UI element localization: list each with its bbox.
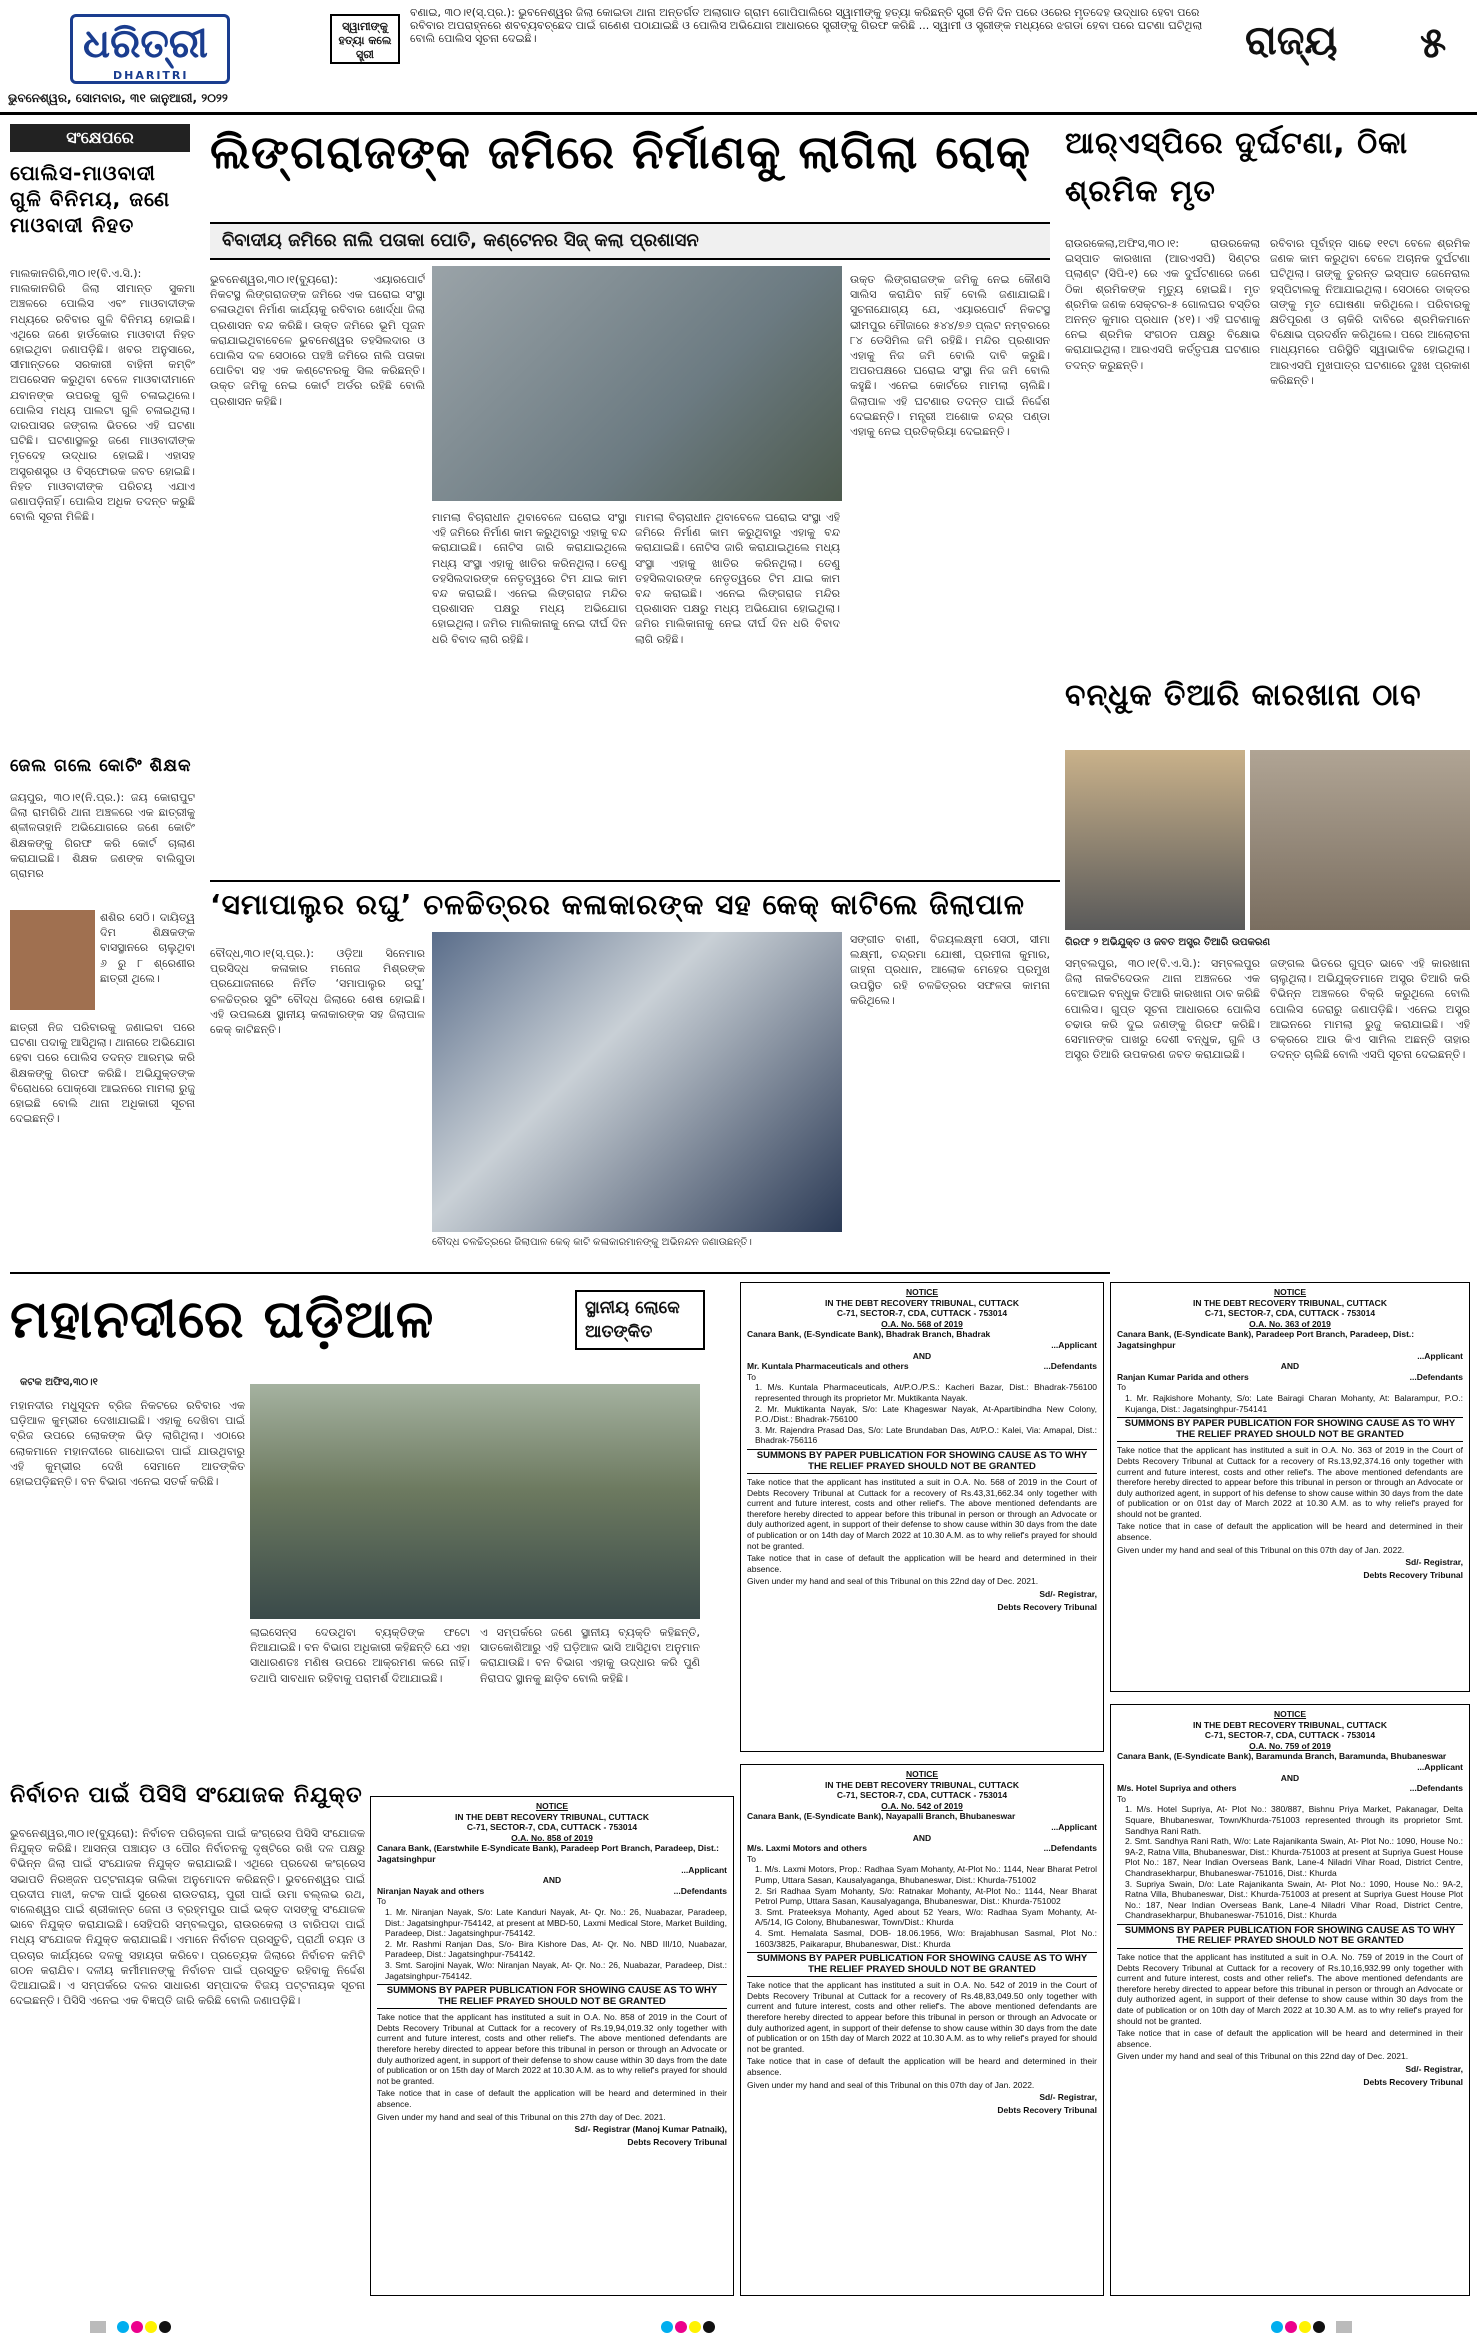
notice-defendants: M/s. Hotel Supriya and others bbox=[1117, 1783, 1237, 1794]
pcc-body: ଭୁବନେଶ୍ୱର,୩୦।୧(ବ୍ୟୁରୋ): ନିର୍ବାଚନ ପରିଚାଳନା ପାଇଁ କଂଗ୍ରେସ ପିସିସି ସଂଯୋଜକ ନିଯୁକ୍ତ କରିଛି। ଆସନ୍ତା ପଞ୍ଚାୟତ ଓ ପୌର ନିର୍ବାଚନକୁ ଦୃଷ୍ଟିରେ ରଖି ଦଳ ପକ୍ଷରୁ ବିଭିନ୍ନ ଜିଲା ପାଇଁ ସଂଯୋଜକ ନିଯୁକ୍ତ କରାଯାଇଛି। ଏଥିରେ ପ୍ରଦେଶ କଂଗ୍ରେସ ସଭାପତି ନିରଞ୍ଜନ ପଟ୍ଟନାୟକ ତାଲିକା ଅନୁମୋଦନ କରିଛନ୍ତି। ଭୁବନେଶ୍ୱର ପାଇଁ ପ୍ରଦୀପ ମାଝୀ, କଟକ ପାଇଁ ସୁରେଶ ରାଉତରାୟ, ପୁରୀ ପାଇଁ ଉମା ବଲ୍ଲଭ ରଥ, ବାଲେଶ୍ୱର ପାଇଁ ଶ୍ରୀକାନ୍ତ ଜେନା ଓ ବ୍ରହ୍ମପୁର ପାଇଁ ଭକ୍ତ ଦାସଙ୍କୁ ସଂଯୋଜକ ଭାବେ ନିଯୁକ୍ତ କରାଯାଇଛି। ସେହିପରି ସମ୍ବଲପୁର, ରାଉରକେଲା ଓ ବାରିପଦା ପାଇଁ ମଧ୍ୟ ସଂଯୋଜକ ନିଯୁକ୍ତ କରାଯାଇଛି। ଏମାନେ ନିର୍ବାଚନ ପ୍ରସ୍ତୁତି, ପ୍ରାର୍ଥୀ ଚୟନ ଓ ପ୍ରଚାର କାର୍ଯ୍ୟରେ ଦଳକୁ ସହାୟତା କରିବେ। ପ୍ରତ୍ୟେକ ଜିଲାରେ ନିର୍ବାଚନ କମିଟି ଗଠନ କରାଯିବ। ଦଳୀୟ କର୍ମୀମାନଙ୍କୁ ନିର୍ବାଚନ ପାଇଁ ପ୍ରସ୍ତୁତ ରହିବାକୁ ନିର୍ଦ୍ଦେଶ ଦିଆଯାଇଛି। ଏ ସମ୍ପର୍କରେ ଦଳର ସାଧାରଣ ସମ୍ପାଦକ ବିଜୟ ପଟ୍ଟନାୟକ ସୂଚନା ଦେଇଛନ୍ତି। ପିସିସି ଏନେଇ ଏକ ବିଜ୍ଞପ୍ତି ଜାରି କରିଛି ବୋଲି ଜଣାପଡ଼ିଛି। bbox=[10, 1827, 365, 2008]
notice-address: C-71, SECTOR-7, CDA, CUTTACK - 753014 bbox=[1204, 1308, 1376, 1319]
notice-signature: Sd/- Registrar, bbox=[1405, 1557, 1463, 1568]
notice-signature: Sd/- Registrar (Manoj Kumar Patnaik), bbox=[574, 2124, 727, 2135]
brief-headline: ପୋଲିସ-ମାଓବାଦୀ ଗୁଳି ବିନିମୟ, ଜଣେ ମାଓବାଦୀ ନିହତ bbox=[10, 161, 171, 237]
drt-notice bbox=[1110, 1282, 1470, 1692]
gun-headline: ବନ୍ଧୁକ ତିଆରି କାରଖାନା ଠାବ bbox=[1065, 678, 1422, 713]
lead-col-1: ଭୁବନେଶ୍ୱର,୩୦।୧(ବ୍ୟୁରୋ): ଏୟାରପୋର୍ଟ ନିକଟସ୍ଥ ଲିଙ୍ଗରାଜଙ୍କ ଜମିରେ ଏକ ଘରୋଇ ସଂସ୍ଥା ଚଳାଉଥିବା ନିର୍ମାଣ କାର୍ଯ୍ୟକୁ ରବିବାର ଖୋର୍ଦ୍ଧା ଜିଲା ପ୍ରଶାସନ ବନ୍ଦ କରିଛି। ଉକ୍ତ ଜମିରେ ଭୂମି ପୂଜନ କରାଯାଇଥିବାବେଳେ ଭୁବନେଶ୍ୱର ତହସିଲଦାର ଓ ପୋଲିସ ଦଳ ସେଠାରେ ପହଞ୍ଚି ଜମିରେ ନାଲି ପତାକା ପୋତିବା ସହ ଏକ କଣ୍ଟେନରକୁ ସିଲ କରିଛନ୍ତି। ଉକ୍ତ ଜମିକୁ ନେଇ କୋର୍ଟ ଅର୍ଡର ରହିଛି ବୋଲି ପ୍ରଶାସନ କହିଛି। bbox=[210, 273, 425, 408]
notice-party: 3. Smt. Sarojini Nayak, W/o: Niranjan Nayak, At- Qr. No.: 26, Nuabazar, Paradeep, Dist.: Jagatsinghpur-754142. bbox=[385, 1959, 727, 1981]
notice-applicant: Canara Bank, (E-Syndicate Bank), Paradeep Port Branch, Paradeep, Dist.: Jagatsinghpur bbox=[1117, 1329, 1415, 1350]
notice-defendants-tag: ...Defendants bbox=[1043, 1843, 1097, 1854]
notice-body: Take notice that the applicant has instituted a suit in O.A. No. 858 of 2019 in the Court of Debts Recovery Tribunal at Cuttack for a recovery of Rs.19,94,019.32 only together with current and future interest, costs and other relief's. The above mentioned defendants are therefore hereby directed to appear before this tribunal in person or through an Advocate or duly authorized agent, in support of their defense to show cause within 30 days from the date of publication or on 15th day of March 2022 at 10.30 A.M. as to why relief's prayed for should not be granted. bbox=[377, 2012, 727, 2086]
registration-marks-center bbox=[660, 2318, 820, 2334]
cake-col-3: ସଙ୍ଗୀତ ବାଣୀ, ବିଜୟଲକ୍ଷ୍ମୀ ସେଠୀ, ସୀମା ଲକ୍ଷ୍ମୀ, ଚନ୍ଦ୍ରମା ଯୋଷୀ, ପ୍ରମୀଳା କୁମାର, ଜାହ୍ନା ପ୍ରଧାନ, ଆଲୋକ ମେହେର ପ୍ରମୁଖ ଉପସ୍ଥିତ ରହି ଚଳଚ୍ଚିତ୍ରର ସଫଳତା କାମନା କରିଥିଲେ। bbox=[850, 933, 1050, 1007]
notice-summons-banner: SUMMONS BY PAPER PUBLICATION FOR SHOWING CAUSE AS TO WHY THE RELIEF PRAYED SHOULD NOT BE GRANTED bbox=[377, 1984, 727, 2009]
notice-default: Take notice that in case of default the application will be heard and determined in their absence. bbox=[377, 2088, 727, 2110]
notice-defendants: Mr. Kuntala Pharmaceuticals and others bbox=[747, 1361, 909, 1372]
registration-marks-left bbox=[90, 2318, 250, 2334]
notice-party: 3. Smt. Prateeksya Mohanty, Aged about 52 Years, W/o: Radhaa Syam Mohanty, At- A/5/14, IG Colony, Bhubaneswar, Town/Dist.: Khurda bbox=[755, 1906, 1097, 1928]
notice-title: NOTICE bbox=[1273, 1287, 1307, 1297]
notice-address: C-71, SECTOR-7, CDA, CUTTACK - 753014 bbox=[1204, 1730, 1376, 1741]
notice-and: AND bbox=[1280, 1772, 1300, 1783]
notice-tribunal: IN THE DEBT RECOVERY TRIBUNAL, CUTTACK bbox=[1193, 1719, 1387, 1730]
brief-body-2b: ଶଶିର ସେଠି। ଦାୟିତ୍ୱ ଦିମ ଶିକ୍ଷକଙ୍କ ବାସସ୍ଥାନରେ ଚାଲୁଥିବା ୬ ରୁ ୮ ଶ୍ରେଣୀର ଛାତ୍ରୀ ଥିଲେ। bbox=[100, 911, 195, 985]
notice-party: 3. Supriya Swain, D/o: Late Rajanikanta Swain, At- Plot No.: 1090, House No.: 9A-2, Ratna Villa, Bhubaneswar, Dist.: Khurda-751003 at present at Supriya Guest House Plot No.: 187, Near Indian Overseas Bank, Lane-4 Niladri Vihar Road, District Centre, Chandrasekharpur, Bhubaneswar-751016, Dist.: Khurda bbox=[1125, 1878, 1463, 1921]
gun-photo-accused bbox=[1065, 750, 1245, 930]
notice-applicant-tag: ...Applicant bbox=[1417, 1350, 1463, 1361]
brief-body: ମାଲକାନଗିରି,୩୦।୧(ବି.ଏ.ସି.): ମାଲକାନଗିରି ଜିଲା ସୀମାନ୍ତ ସୁକମା ଅଞ୍ଚଳରେ ପୋଲିସ ଏବଂ ମାଓବାଦୀଙ୍କ ମଧ୍ୟରେ ରବିବାର ଗୁଳି ବିନିମୟ ହୋଇଛି। ଏଥିରେ ଜଣେ ହାର୍ଡକୋର ମାଓବାଦୀ ନିହତ ହୋଇଥିବା ଜଣାପଡ଼ିଛି। ଖବର ଅନୁସାରେ, ସୀମାନ୍ତରେ ସରକାରୀ ବାହିନୀ କମ୍ବିଂ ଅପରେସନ କରୁଥିବା ବେଳେ ମାଓବାଦୀମାନେ ଯବାନଙ୍କ ଉପରକୁ ଗୁଳି ଚଳାଇଥିଲେ। ପୋଲିସ ମଧ୍ୟ ପାଲଟା ଗୁଳି ଚଳାଇଥିଲା। ଦାରପାସର ଜଙ୍ଗଲ ଭିତରେ ଏହି ଘଟଣା ଘଟିଛି। ଘଟଣାସ୍ଥଳରୁ ଜଣେ ମାଓବାଦୀଙ୍କ ମୃତଦେହ ଉଦ୍ଧାର ହୋଇଛି। ଏହାସହ ଅସ୍ତ୍ରଶସ୍ତ୍ର ଓ ବିସ୍ଫୋରକ ଜବତ ହୋଇଛି। ନିହତ ମାଓବାଦୀଙ୍କ ପରିଚୟ ଏଯାଏ ଜଣାପଡ଼ିନାହିଁ। ପୋଲିସ ଅଧିକ ତଦନ୍ତ କରୁଛି ବୋଲି ସୂଚନା ମିଳିଛି। bbox=[10, 267, 195, 524]
notice-party: 1. M/s. Kuntala Pharmaceuticals, At/P.O./P.S.: Kacheri Bazar, Dist.: Bhadrak-756100 represented through its proprietor Mr. Muktikanta Nayak. bbox=[755, 1382, 1097, 1403]
notice-defendants-row bbox=[1117, 1783, 1463, 1794]
notice-summons-banner: SUMMONS BY PAPER PUBLICATION FOR SHOWING CAUSE AS TO WHY THE RELIEF PRAYED SHOULD NOT BE GRANTED bbox=[1117, 1417, 1463, 1442]
notice-oa-number: O.A. No. 858 of 2019 bbox=[511, 1832, 593, 1843]
notice-defendants: Niranjan Nayak and others bbox=[377, 1885, 485, 1896]
lead-photo bbox=[432, 266, 842, 501]
lead-subhead: ବିବାଦୀୟ ଜମିରେ ନାଲି ପତାକା ପୋତି, କଣ୍ଟେନର ସିଜ୍ କଲା ପ୍ରଶାସନ bbox=[210, 222, 1050, 260]
pcc-headline: ନିର୍ବାଚନ ପାଇଁ ପିସିସି ସଂଯୋଜକ ନିଯୁକ୍ତ bbox=[10, 1783, 363, 1808]
notice-title: NOTICE bbox=[905, 1287, 939, 1297]
notice-applicant-tag: ...Applicant bbox=[1051, 1339, 1097, 1350]
notice-to: To bbox=[1117, 1382, 1126, 1393]
notice-default: Take notice that in case of default the application will be heard and determined in their absence. bbox=[747, 2056, 1097, 2078]
croc-col-2: ଲାଇସେନ୍ସ ଦେଉଥିବା ବ୍ୟକ୍ତିଙ୍କ ଫଟୋ ନିଆଯାଇଛି। ବନ ବିଭାଗ ଅଧିକାରୀ କହିଛନ୍ତି ଯେ ଏହା ସାଧାରଣତଃ ମଣିଷ ଉପରେ ଆକ୍ରମଣ କରେ ନାହିଁ। ତଥାପି ସାବଧାନ ରହିବାକୁ ପରାମର୍ଶ ଦିଆଯାଇଛି। bbox=[250, 1626, 470, 1685]
croc-photo bbox=[250, 1384, 700, 1619]
notice-body: Take notice that the applicant has instituted a suit in O.A. No. 542 of 2019 in the Court of Debts Recovery Tribunal at Cuttack for a recovery of Rs.48,83,049.50 only together with current and future interest, costs and other relief's. The above mentioned defendants are therefore hereby directed to appear before this tribunal in person or through an Advocate or duly authorized agent, in support of their defense to show cause within 30 days from the date of publication or on 15th day of March 2022 at 10.30 A.M. as to why relief's prayed for should not be granted. bbox=[747, 1980, 1097, 2054]
notice-default: Take notice that in case of default the application will be heard and determined in their absence. bbox=[747, 1553, 1097, 1574]
teaser-box: ସ୍ୱାମୀଙ୍କୁ ହତ୍ୟା କଲେ ସ୍ତ୍ରୀ bbox=[330, 14, 400, 64]
notice-party: 1. M/s. Laxmi Motors, Prop.: Radhaa Syam Mohanty, At-Plot No.: 1144, Near Bharat Petrol Pump, Uttara Sasan, Kausalyaganga, Bhubaneswar, Dist.: Khurda-751002 bbox=[755, 1864, 1097, 1885]
notice-defendants: Ranjan Kumar Parida and others bbox=[1117, 1371, 1249, 1382]
notice-applicant: Canara Bank, (E-Syndicate Bank), Bhadrak Branch, Bhadrak bbox=[747, 1329, 991, 1340]
notice-given: Given under my hand and seal of this Tribunal on this 07th day of Jan. 2022. bbox=[747, 2079, 1035, 2090]
notice-to: To bbox=[747, 1371, 756, 1382]
notice-defendants-tag: ...Defendants bbox=[1409, 1371, 1463, 1382]
rsp-col-1: ରାଉରକେଲା,ଅଫିସ,୩୦।୧: ରାଉରକେଲା ଇସ୍ପାତ କାରଖାନା (ଆରଏସପି) ସିଣ୍ଟର ପ୍ଲାଣ୍ଟ (ସିପି-୧) ରେ ଏକ ଦୁର୍ଘଟଣାରେ ଜଣେ ଠିକା ଶ୍ରମିକଙ୍କ ମୃତ୍ୟୁ ହୋଇଛି। ମୃତ ଶ୍ରମିକ ଜଣକ ସେକ୍ଟର-୫ ଗୋଲଘର ବସ୍ତିର ଅନନ୍ତ କୁମାର ପ୍ରଧାନ (୪୧)। ଏହି ଘଟଣାକୁ ନେଇ ଶ୍ରମିକ ସଂଗଠନ ପକ୍ଷରୁ ବିକ୍ଷୋଭ କରାଯାଇଥିଲା। ଆରଏସପି କର୍ତ୍ତୃପକ୍ଷ ଘଟଣାର ତଦନ୍ତ କରୁଛନ୍ତି। bbox=[1065, 237, 1260, 372]
drt-notice bbox=[370, 1796, 734, 2296]
notice-oa-number: O.A. No. 542 of 2019 bbox=[881, 1800, 963, 1811]
section-label: ରାଜ୍ୟ bbox=[1245, 18, 1338, 64]
notice-defendants-row bbox=[747, 1843, 1097, 1854]
brief-body-2c: ଛାତ୍ରୀ ନିଜ ପରିବାରକୁ ଜଣାଇବା ପରେ ଘଟଣା ପଦାକୁ ଆସିଥିଲା। ଥାନାରେ ଅଭିଯୋଗ ହେବା ପରେ ପୋଲିସ ତଦନ୍ତ ଆରମ୍ଭ କରି ଶିକ୍ଷକଙ୍କୁ ଗିରଫ କରିଛି। ଅଭିଯୁକ୍ତଙ୍କ ବିରୋଧରେ ପୋକ୍ସୋ ଆଇନରେ ମାମଲା ରୁଜୁ ହୋଇଛି ବୋଲି ଥାନା ଅଧିକାରୀ ସୂଚନା ଦେଇଛନ୍ତି। bbox=[10, 1021, 195, 1126]
croc-tag: ସ୍ଥାନୀୟ ଲୋକେ ଆତଙ୍କିତ bbox=[575, 1290, 705, 1350]
page-number: ୫ bbox=[1420, 18, 1447, 67]
notice-tribunal: IN THE DEBT RECOVERY TRIBUNAL, CUTTACK bbox=[825, 1779, 1019, 1790]
notice-tribunal: IN THE DEBT RECOVERY TRIBUNAL, CUTTACK bbox=[825, 1297, 1019, 1308]
brief-body-2a: ଜୟପୁର, ୩୦।୧(ନି.ପ୍ର.): ଜୟ କୋରାପୁଟ ଜିଲା ରାମଗିରି ଥାନା ଅଞ୍ଚଳରେ ଏକ ଛାତ୍ରୀକୁ ଶ୍ଳୀଳତାହାନି ଅଭିଯୋଗରେ ଜଣେ କୋଚିଂ ଶିକ୍ଷକଙ୍କୁ ଗିରଫ କରି କୋର୍ଟ ଚାଲାଣ କରାଯାଇଛି। ଶିକ୍ଷକ ଜଣଙ୍କ ବାଲିଗୁଡା ଗ୍ରାମର bbox=[10, 791, 195, 881]
notice-and: AND bbox=[912, 1350, 932, 1361]
notice-defendants-row bbox=[747, 1361, 1097, 1372]
drt-notice bbox=[740, 1764, 1104, 2296]
teaser-text: ବଣାଇ, ୩୦।୧(ସ୍.ପ୍ର.): ଭୁବନେଶ୍ୱର ଜିଲା କୋଇଡା ଥାନା ଅନ୍ତର୍ଗତ ଅଲାଗାଡ ଗ୍ରାମ ଗୋପିପାଲିରେ ସ୍ୱାମୀଙ୍କୁ ହତ୍ୟା କରିଛନ୍ତି ସ୍ତ୍ରୀ ତିନି ଦିନ ପରେ ଓରେର ମୃତଦେହ ଉଦ୍ଧାର ହେବା ପରେ ରବିବାର ଅପରାହ୍ନରେ ଶବବ୍ୟବଚ୍ଛେଦ ପାଇଁ ଗଣେଶ ପଠାଯାଇଛି ଓ ପୋଲିସ ଅଭିଯୋଗ ଆଧାରରେ ସ୍ତ୍ରୀଙ୍କୁ ଗିରଫ କରିଛି ... ସ୍ୱାମୀ ଓ ସ୍ତ୍ରୀଙ୍କ ମଧ୍ୟରେ ଝଗଡା ହେବା ପରେ ଘଟଣା ଘଟିଥିଲା ବୋଲି ପୋଲିସ ସୂଚନା ଦେଇଛି। bbox=[410, 6, 1203, 45]
notice-signature-office: Debts Recovery Tribunal bbox=[627, 2136, 727, 2147]
notice-given: Given under my hand and seal of this Tribunal on this 22nd day of Dec. 2021. bbox=[1117, 2051, 1409, 2062]
notice-defendants-row bbox=[377, 1886, 727, 1897]
notice-tribunal: IN THE DEBT RECOVERY TRIBUNAL, CUTTACK bbox=[455, 1811, 649, 1822]
notice-party: 2. Smt. Sandhya Rani Rath, W/o: Late Rajanikanta Swain, At- Plot No.: 1090, House No.: 9A-2, Ratna Villa, Bhubaneswar, Dist.: Khurda-751003 at present at Supriya Guest House Plot No.: 187, Near Indian Overseas Bank, Lane-4 Niladri Vihar Road, District Centre, Chandrasekharpur, Bhubaneswar-751016, Dist.: Khurda bbox=[1125, 1836, 1463, 1878]
notice-address: C-71, SECTOR-7, CDA, CUTTACK - 753014 bbox=[466, 1822, 638, 1833]
notice-defendants: M/s. Laxmi Motors and others bbox=[747, 1843, 867, 1854]
rsp-col-2: ରବିବାର ପୂର୍ବାହ୍ନ ସାଢେ ୧୧ଟା ବେଳେ ଶ୍ରମିକ ଜଣକ କାମ କରୁଥିବା ବେଳେ ଅଚାନକ ଦୁର୍ଘଟଣା ଘଟିଥିଲା। ତାଙ୍କୁ ତୁରନ୍ତ ଇସ୍ପାତ ଜେନେରାଲ ହସ୍ପିଟାଲକୁ ନିଆଯାଇଥିଲା। ସେଠାରେ ଡାକ୍ତର ତାଙ୍କୁ ମୃତ ଘୋଷଣା କରିଥିଲେ। ପରିବାରକୁ କ୍ଷତିପୂରଣ ଓ ଚାକିରି ଦାବିରେ ଶ୍ରମିକମାନେ ବିକ୍ଷୋଭ ପ୍ରଦର୍ଶନ କରିଥିଲେ। ପରେ ଆଲୋଚନା ମାଧ୍ୟମରେ ପରିସ୍ଥିତି ସ୍ୱାଭାବିକ ହୋଇଥିଲା। ଆରଏସପି ମୁଖପାତ୍ର ଘଟଣାରେ ଦୁଃଖ ପ୍ରକାଶ କରିଛନ୍ତି। bbox=[1270, 237, 1470, 387]
notice-title: NOTICE bbox=[535, 1801, 569, 1811]
notice-party: 3. Mr. Rajendra Prasad Das, S/o: Late Brundaban Das, At/P.O.: Kalei, Via: Amapal, Dist.: Bhadrak-756116 bbox=[755, 1424, 1097, 1446]
croc-col-1: ମହାନଦୀର ମଧୁସୂଦନ ବ୍ରିଜ ନିକଟରେ ରବିବାର ଏକ ଘଡ଼ିଆଳ କୁମ୍ଭୀର ଦେଖାଯାଇଛି। ଏହାକୁ ଦେଖିବା ପାଇଁ ବ୍ରିଜ ଉପରେ ଲୋକଙ୍କ ଭିଡ଼ ଲାଗିଥିଲା। ଏଠାରେ ଲୋକମାନେ ମହାନଦୀରେ ଗାଧୋଇବା ପାଇଁ ଯାଉଥିବାରୁ ଏହି କୁମ୍ଭୀର ଦେଖି ସେମାନେ ଆତଙ୍କିତ ହୋଇପଡ଼ିଛନ୍ତି। ବନ ବିଭାଗ ଏନେଇ ସତର୍କ କରିଛି। bbox=[10, 1399, 245, 1489]
notice-and: AND bbox=[542, 1875, 562, 1886]
gun-photo-weapons bbox=[1250, 750, 1470, 930]
notice-oa-number: O.A. No. 568 of 2019 bbox=[881, 1318, 963, 1329]
dharitri-logo bbox=[70, 14, 230, 84]
notice-and: AND bbox=[1280, 1361, 1300, 1372]
notice-applicant-tag: ...Applicant bbox=[1051, 1821, 1097, 1832]
notice-signature-office: Debts Recovery Tribunal bbox=[997, 2104, 1097, 2115]
croc-dateline: କଟକ ଅଫିସ,୩୦।୧ bbox=[20, 1377, 98, 1388]
notice-applicant: Canara Bank, (Earstwhile E-Syndicate Bank), Paradeep Port Branch, Paradeep, Dist.: Jagatsinghpur bbox=[377, 1843, 720, 1864]
teacher-photo bbox=[10, 910, 95, 1010]
notice-summons-banner: SUMMONS BY PAPER PUBLICATION FOR SHOWING CAUSE AS TO WHY THE RELIEF PRAYED SHOULD NOT BE GRANTED bbox=[747, 1952, 1097, 1977]
notice-to: To bbox=[747, 1853, 756, 1864]
notice-defendants-tag: ...Defendants bbox=[1043, 1361, 1097, 1372]
notice-oa-number: O.A. No. 759 of 2019 bbox=[1249, 1740, 1331, 1751]
notice-default: Take notice that in case of default the application will be heard and determined in their absence. bbox=[1117, 1521, 1463, 1543]
notice-signature-office: Debts Recovery Tribunal bbox=[997, 1601, 1097, 1612]
notice-signature: Sd/- Registrar, bbox=[1405, 2064, 1463, 2074]
cake-photo bbox=[432, 932, 842, 1232]
cake-caption: ବୌଦ୍ଧ ଚଳଚ୍ଚିତ୍ରରେ ଜିଲାପାଳ କେକ୍ କାଟି କଳାକାରମାନଙ୍କୁ ଅଭିନନ୍ଦନ ଜଣାଉଛନ୍ତି। bbox=[432, 1237, 752, 1248]
notice-title: NOTICE bbox=[1273, 1709, 1307, 1719]
notice-given: Given under my hand and seal of this Tribunal on this 07th day of Jan. 2022. bbox=[1117, 1544, 1405, 1555]
lead-headline: ଲିଙ୍ଗରାଜଙ୍କ ଜମିରେ ନିର୍ମାଣକୁ ଲାଗିଲା ରୋକ୍ bbox=[210, 125, 1032, 179]
notice-to: To bbox=[377, 1896, 386, 1907]
dateline: ଭୁବନେଶ୍ୱର, ସୋମବାର, ୩୧ ଜାନୁଆରୀ, ୨୦୨୨ bbox=[8, 91, 228, 105]
notice-defendants-tag: ...Defendants bbox=[1409, 1783, 1463, 1794]
notice-title: NOTICE bbox=[905, 1769, 939, 1779]
notice-party: 1. Mr. Niranjan Nayak, S/o: Late Kanduri Nayak, At- Qr. No.: 26, Nuabazar, Paradeep, Dist.: Jagatsinghpur-754142, at present at MBD-50, Laxmi Medical Store, Market Building, Paradeep, Dist.: Jagatsinghpur-754142. bbox=[385, 1906, 727, 1939]
notice-default: Take notice that in case of default the application will be heard and determined in their absence. bbox=[1117, 2028, 1463, 2049]
rsp-headline: ଆର୍‌ଏସ୍‌ପିରେ ଦୁର୍ଘଟଣା, ଠିକା ଶ୍ରମିକ ମୃତ bbox=[1065, 126, 1409, 209]
notice-body: Take notice that the applicant has instituted a suit in O.A. No. 759 of 2019 in the Court of Debts Recovery Tribunal at Cuttack for a recovery of Rs.10,16,932.99 only together with current and future interest, costs and other relief's. The above mentioned defendants are therefore hereby directed to appear before this tribunal in person or through an Advocate or duly authorized agent, in support of their defense to show cause within 30 days from the date of publication or on 10th day of March 2022 at 10.30 A.M. as to why relief's prayed for should not be granted. bbox=[1117, 1952, 1463, 2026]
notice-party: 2. Sri Radhaa Syam Mohanty, S/o: Ratnakar Mohanty, At-Plot No.: 1144, Near Bharat Petrol Pump, Uttara Sasan, Kausalyaganga, Bhubaneswar, Dist.: Khurda-751002 bbox=[755, 1885, 1097, 1907]
lead-col-2b: ମାମଲା ବିଚାରାଧୀନ ଥିବାବେଳେ ଘରୋଇ ସଂସ୍ଥା ଏହି ଜମିରେ ନିର୍ମାଣ କାମ କରୁଥିବାରୁ ଏହାକୁ ବନ୍ଦ କରାଯାଇଛି। ନୋଟିସ ଜାରି କରାଯାଇଥିଲେ ମଧ୍ୟ ସଂସ୍ଥା ଏହାକୁ ଖାତିର କରିନଥିଲା। ତେଣୁ ତହସିଲଦାରଙ୍କ ନେତୃତ୍ୱରେ ଟିମ ଯାଇ କାମ ବନ୍ଦ କରାଇଛି। ଏନେଇ ଲିଙ୍ଗରାଜ ମନ୍ଦିର ପ୍ରଶାସନ ପକ୍ଷରୁ ମଧ୍ୟ ଅଭିଯୋଗ ହୋଇଥିଲା। ଜମିର ମାଲିକାନାକୁ ନେଇ ଦୀର୍ଘ ଦିନ ଧରି ବିବାଦ ଲାଗି ରହିଛି। bbox=[635, 511, 840, 646]
notice-tribunal: IN THE DEBT RECOVERY TRIBUNAL, CUTTACK bbox=[1193, 1297, 1387, 1308]
cake-col-1: ବୌଦ୍ଧ,୩୦।୧(ସ୍.ପ୍ର.): ଓଡ଼ିଆ ସିନେମାର ପ୍ରସିଦ୍ଧ କଳାକାର ମନୋଜ ମିଶ୍ରଙ୍କ ପ୍ରଯୋଜନାରେ ନିର୍ମିତ ‘ସମାପାଲୁର ରଘୁ’ ଚଳଚ୍ଚିତ୍ରର ସୁଟିଂ ବୌଦ୍ଧ ଜିଲାରେ ଶେଷ ହୋଇଛି। ଏହି ଉପଲକ୍ଷେ ସ୍ଥାନୀୟ କଳାକାରଙ୍କ ସହ ଜିଲାପାଳ କେକ୍ କାଟିଛନ୍ତି। bbox=[210, 947, 425, 1037]
croc-headline: ମହାନଦୀରେ ଘଡ଼ିଆଳ bbox=[10, 1290, 435, 1350]
notice-given: Given under my hand and seal of this Tribunal on this 22nd day of Dec. 2021. bbox=[747, 1576, 1039, 1587]
notice-applicant: Canara Bank, (E-Syndicate Bank), Nayapalli Branch, Bhubaneswar bbox=[747, 1811, 1016, 1822]
notice-party: 2. Mr. Muktikanta Nayak, S/o: Late Khageswar Nayak, At-Apartibindha New Colony, P.O./Dist.: Bhadrak-756100 bbox=[755, 1403, 1097, 1425]
notice-defendants-tag: ...Defendants bbox=[673, 1885, 727, 1896]
notice-given: Given under my hand and seal of this Tribunal on this 27th day of Dec. 2021. bbox=[377, 2111, 666, 2122]
notice-signature-office: Debts Recovery Tribunal bbox=[1363, 2076, 1463, 2087]
brief-kicker: ସଂକ୍ଷେପରେ bbox=[10, 124, 190, 152]
notice-to: To bbox=[1117, 1793, 1126, 1804]
registration-marks-right bbox=[1270, 2318, 1430, 2334]
notice-oa-number: O.A. No. 363 of 2019 bbox=[1249, 1318, 1331, 1329]
notice-body: Take notice that the applicant has instituted a suit in O.A. No. 363 of 2019 in the Court of Debts Recovery Tribunal at Cuttack for a recovery of Rs.13,92,374.16 only together with current and future interest, costs and other relief's. The above mentioned defendants are therefore hereby directed to appear before this tribunal in person or through an Advocate or duly authorized agent, in support of his defense to show cause within 30 days from the date of publication or on 01st day of March 2022 at 10.30 A.M. as to why relief's prayed for should not be granted. bbox=[1117, 1445, 1463, 1519]
notice-party: 2. Mr. Rashmi Ranjan Das, S/o- Bira Kishore Das, At- Qr. No. NBD III/10, Nuabazar, Paradeep, Dist.: Jagatsinghpur-754142. bbox=[385, 1938, 727, 1960]
notice-signature: Sd/- Registrar, bbox=[1039, 2092, 1097, 2103]
masthead-rule bbox=[0, 112, 1477, 115]
notice-party: 1. Mr. Rajkishore Mohanty, S/o: Late Bairagi Charan Mohanty, At: Balarampur, P.O.: Kujanga, Dist.: Jagatsinghpur-754141 bbox=[1125, 1392, 1463, 1414]
logo-text: ଧରିତ୍ରୀ bbox=[83, 21, 208, 67]
notice-body: Take notice that the applicant has instituted a suit in O.A. No. 568 of 2019 in the Court of Debts Recovery Tribunal at Cuttack for a recovery of Rs.43,31,662.34 only together with current and future interest, costs and other relief's. The above mentioned defendants are therefore hereby directed to appear before this tribunal in person or through an Advocate or duly authorized agent, in support of their defense to show cause within 30 days from the date of publication or on 14th day of March 2022 at 10.30 A.M. as to why relief's prayed for should not be granted. bbox=[747, 1477, 1097, 1551]
drt-notice bbox=[740, 1282, 1104, 1752]
lead-col-3: ଉକ୍ତ ଲିଙ୍ଗରାଜଙ୍କ ଜମିକୁ ନେଇ କୌଣସି ସାଲିସ କରାଯିବ ନାହିଁ ବୋଲି ଜଣାଯାଇଛି। ସୁଚନାଯୋଗ୍ୟ ଯେ, ଏୟାରପୋର୍ଟ ନିକଟସ୍ଥ ଭୀମପୁର ମୌଜାରେ ୫୪୪/୭୬ ପ୍ଲଟ ନମ୍ବରରେ ୮୪ ଡେସିମିଲ ଜମି ରହିଛି। ମନ୍ଦିର ପ୍ରଶାସନ ଏହାକୁ ନିଜ ଜମି ବୋଲି ଦାବି କରୁଛି। ଅପରପକ୍ଷରେ ଘରୋଇ ସଂସ୍ଥା ନିଜ ଜମି ବୋଲି କହୁଛି। ଏନେଇ କୋର୍ଟରେ ମାମଲା ଚାଲିଛି। ଜିଲାପାଳ ଏହି ଘଟଣାର ତଦନ୍ତ ପାଇଁ ନିର୍ଦ୍ଦେଶ ଦେଇଛନ୍ତି। ମନ୍ତ୍ରୀ ଅଶୋକ ଚନ୍ଦ୍ର ପଣ୍ଡା ଏହାକୁ ନେଇ ପ୍ରତିକ୍ରିୟା ଦେଇଛନ୍ତି। bbox=[850, 273, 1050, 439]
cake-headline: ‘ସମାପାଲୁର ରଘୁ’ ଚଳଚ୍ଚିତ୍ରର କଳାକାରଙ୍କ ସହ କେକ୍ କାଟିଲେ ଜିଲାପାଳ bbox=[210, 880, 1060, 928]
logo-subtext: DHARITRI bbox=[113, 69, 189, 82]
drt-notice bbox=[1110, 1704, 1470, 2296]
notice-party: 1. M/s. Hotel Supriya, At- Plot No.: 380/887, Bishnu Priya Market, Pakanagar, Delta Square, Bhubaneswar, Town/Khurda-751003 represented through its proprietor Smt. Sandhya Rani Rath. bbox=[1125, 1804, 1463, 1836]
notice-party: 4. Smt. Hemalata Sasmal, DOB- 18.06.1956, W/o: Brajabhusan Sasmal, Plot No.: 1603/3825, Paikarapur, Bhubaneswar, Dist.: Khurda bbox=[755, 1927, 1097, 1949]
notice-defendants-row bbox=[1117, 1372, 1463, 1383]
notice-signature: Sd/- Registrar, bbox=[1039, 1589, 1097, 1600]
gun-col-1: ସମ୍ବଲପୁର, ୩୦।୧(ବି.ଏ.ସି.): ସମ୍ବଲପୁର ଜିଲା ନାକଟିଦେଉଳ ଥାନା ଅଞ୍ଚଳରେ ଏକ ବେଆଇନ ବନ୍ଧୁକ ତିଆରି କାରଖାନା ଠାବ କରିଛି ପୋଲିସ। ଗୁପ୍ତ ସୂଚନା ଆଧାରରେ ପୋଲିସ ଚଢାଉ କରି ଦୁଇ ଜଣଙ୍କୁ ଗିରଫ କରିଛି। ସେମାନଙ୍କ ପାଖରୁ ଦେଶୀ ବନ୍ଧୁକ, ଗୁଳି ଓ ଅସ୍ତ୍ର ତିଆରି ଉପକରଣ ଜବତ କରାଯାଇଛି। bbox=[1065, 957, 1260, 1062]
notice-address: C-71, SECTOR-7, CDA, CUTTACK - 753014 bbox=[836, 1790, 1008, 1801]
notice-and: AND bbox=[912, 1832, 932, 1843]
notice-applicant-tag: ...Applicant bbox=[681, 1864, 727, 1875]
notice-applicant: Canara Bank, (E-Syndicate Bank), Baramunda Branch, Baramunda, Bhubaneswar bbox=[1117, 1751, 1447, 1762]
croc-col-3: ଏ ସମ୍ପର୍କରେ ଜଣେ ସ୍ଥାନୀୟ ବ୍ୟକ୍ତି କହିଛନ୍ତି, ସାତକୋଶିଆରୁ ଏହି ଘଡ଼ିଆଳ ଭାସି ଆସିଥିବା ଅନୁମାନ କରାଯାଉଛି। ବନ ବିଭାଗ ଏହାକୁ ଉଦ୍ଧାର କରି ପୁଣି ନିରାପଦ ସ୍ଥାନକୁ ଛାଡ଼ିବ ବୋଲି କହିଛି। bbox=[480, 1626, 700, 1685]
notice-summons-banner: SUMMONS BY PAPER PUBLICATION FOR SHOWING CAUSE AS TO WHY THE RELIEF PRAYED SHOULD NOT BE GRANTED bbox=[747, 1449, 1097, 1474]
notice-applicant-tag: ...Applicant bbox=[1417, 1761, 1463, 1772]
notice-summons-banner: SUMMONS BY PAPER PUBLICATION FOR SHOWING CAUSE AS TO WHY THE RELIEF PRAYED SHOULD NOT BE GRANTED bbox=[1117, 1924, 1463, 1949]
gun-caption: ଗିରଫ ୨ ଅଭିଯୁକ୍ତ ଓ ଜବତ ଅସ୍ତ୍ର ତିଆରି ଉପକରଣ bbox=[1065, 937, 1271, 948]
notice-address: C-71, SECTOR-7, CDA, CUTTACK - 753014 bbox=[836, 1308, 1008, 1319]
notice-signature-office: Debts Recovery Tribunal bbox=[1363, 1569, 1463, 1580]
brief-headline-2: ଜେଲ ଗଲେ କୋଚିଂ ଶିକ୍ଷକ bbox=[10, 756, 192, 776]
croc-rule bbox=[10, 1272, 1110, 1274]
lead-col-2: ମାମଲା ବିଚାରାଧୀନ ଥିବାବେଳେ ଘରୋଇ ସଂସ୍ଥା ଏହି ଜମିରେ ନିର୍ମାଣ କାମ କରୁଥିବାରୁ ଏହାକୁ ବନ୍ଦ କରାଯାଇଛି। ନୋଟିସ ଜାରି କରାଯାଇଥିଲେ ମଧ୍ୟ ସଂସ୍ଥା ଏହାକୁ ଖାତିର କରିନଥିଲା। ତେଣୁ ତହସିଲଦାରଙ୍କ ନେତୃତ୍ୱରେ ଟିମ ଯାଇ କାମ ବନ୍ଦ କରାଇଛି। ଏନେଇ ଲିଙ୍ଗରାଜ ମନ୍ଦିର ପ୍ରଶାସନ ପକ୍ଷରୁ ମଧ୍ୟ ଅଭିଯୋଗ ହୋଇଥିଲା। ଜମିର ମାଲିକାନାକୁ ନେଇ ଦୀର୍ଘ ଦିନ ଧରି ବିବାଦ ଲାଗି ରହିଛି। bbox=[432, 511, 627, 646]
gun-col-2: ଜଙ୍ଗଲ ଭିତରେ ଗୁପ୍ତ ଭାବେ ଏହି କାରଖାନା ଚାଲୁଥିଲା। ଅଭିଯୁକ୍ତମାନେ ଅସ୍ତ୍ର ତିଆରି କରି ବିଭିନ୍ନ ଅଞ୍ଚଳରେ ବିକ୍ରି କରୁଥିଲେ ବୋଲି ପୋଲିସ ଜେରାରୁ ଜଣାପଡ଼ିଛି। ଏନେଇ ଅସ୍ତ୍ର ଆଇନରେ ମାମଲା ରୁଜୁ କରାଯାଇଛି। ଏହି ଚକ୍ରରେ ଆଉ କିଏ ସାମିଲ ଅଛନ୍ତି ତାହାର ତଦନ୍ତ ଚାଲିଛି ବୋଲି ଏସପି ସୂଚନା ଦେଇଛନ୍ତି। bbox=[1270, 957, 1470, 1062]
